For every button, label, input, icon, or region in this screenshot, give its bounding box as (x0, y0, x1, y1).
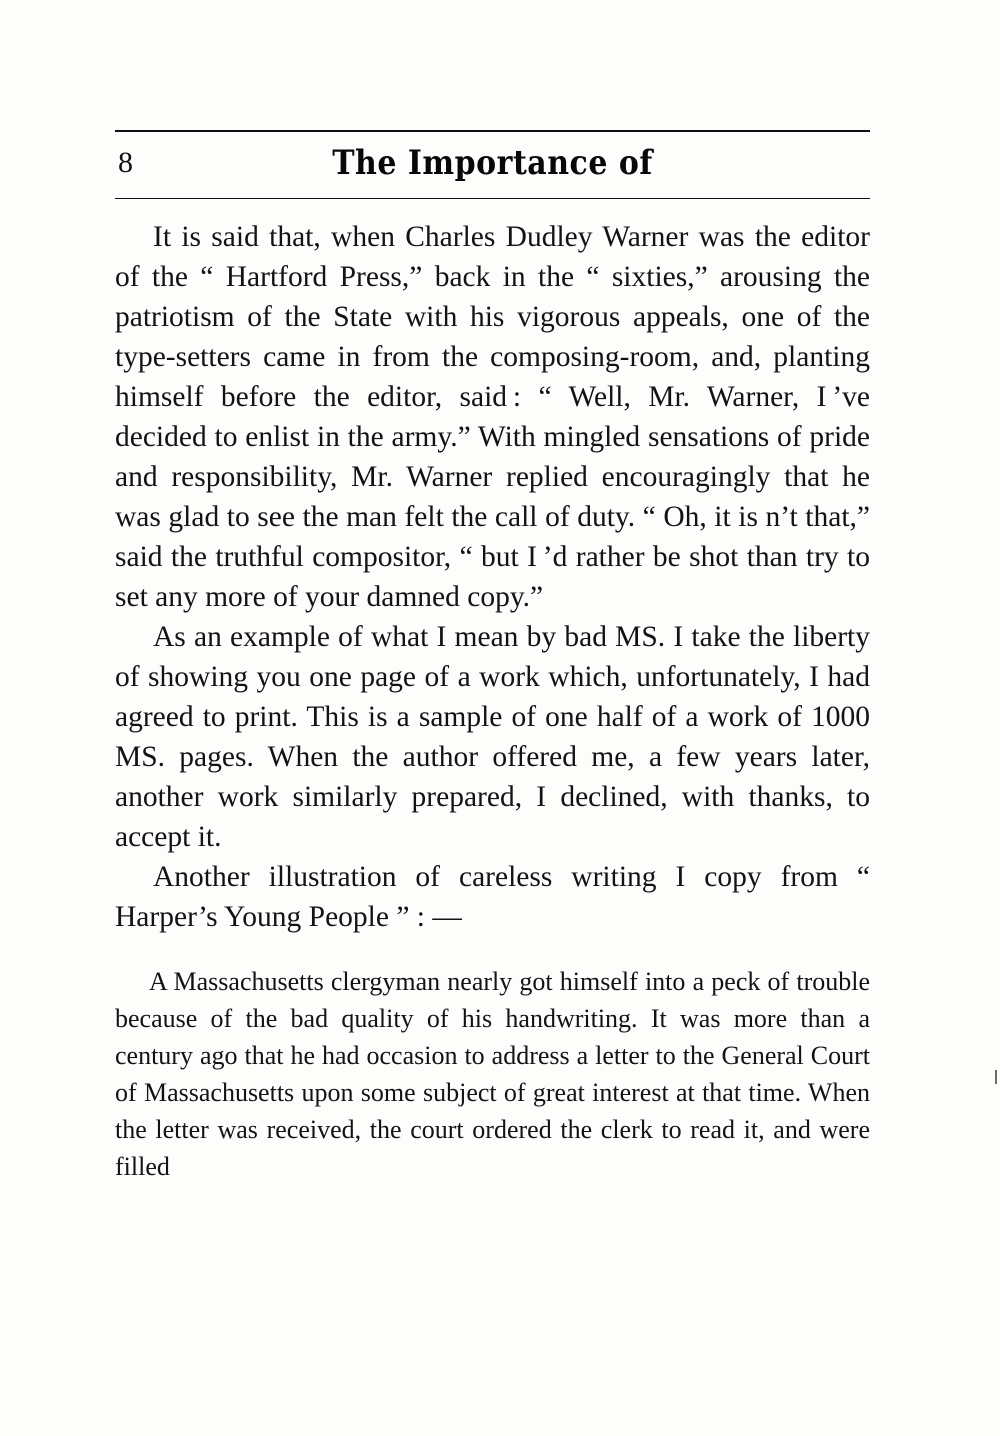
block-quote (115, 963, 870, 1185)
page-header (115, 132, 870, 194)
paragraph: It is said that, when Charles Dudley Warner was the editor of the “ Hartford Press,” back in the “ sixties,” arousing the patriotism of the State with his vigorous appeals, one of the type-setters came in from the composing-room, and, planting himself before the editor, said : “ Well, Mr. Warner, I ’ve decided to enlist in the army.” With mingled sensations of pride and responsibility, Mr. Warner replied encouragingly that he was glad to see the man felt the call of duty. “ Oh, it is n’t that,” said the truthful compositor, “ but I ’d rather be shot than try to set any more of your damned copy.” (115, 221, 870, 613)
page-number: 8 (118, 146, 134, 179)
page-content (115, 130, 870, 1185)
running-head: The Importance of (332, 143, 653, 183)
margin-mark (995, 1070, 997, 1084)
paragraph: Another illustration of careless writing I copy from “ Harper’s Young People ” : — (115, 861, 870, 933)
paragraph: As an example of what I mean by bad MS. I take the liberty of showing you one page of a work which, unfortunately, I had agreed to print. This is a sample of one half of a work of 1000 MS. pages. When the author offered me, a few years later, another work similarly prepared, I declined, with thanks, to accept it. (115, 621, 870, 853)
quote-paragraph: A Massachusetts clergyman nearly got himself into a peck of trouble because of the bad quality of his handwriting. It was more than a century ago that he had occasion to address a letter to the General Court of Massachusetts upon some subject of great interest at that time. When the letter was received, the court ordered the clerk to read it, and were filled (115, 967, 870, 1181)
header-rule-bottom (115, 198, 870, 199)
body-text (115, 217, 870, 1185)
